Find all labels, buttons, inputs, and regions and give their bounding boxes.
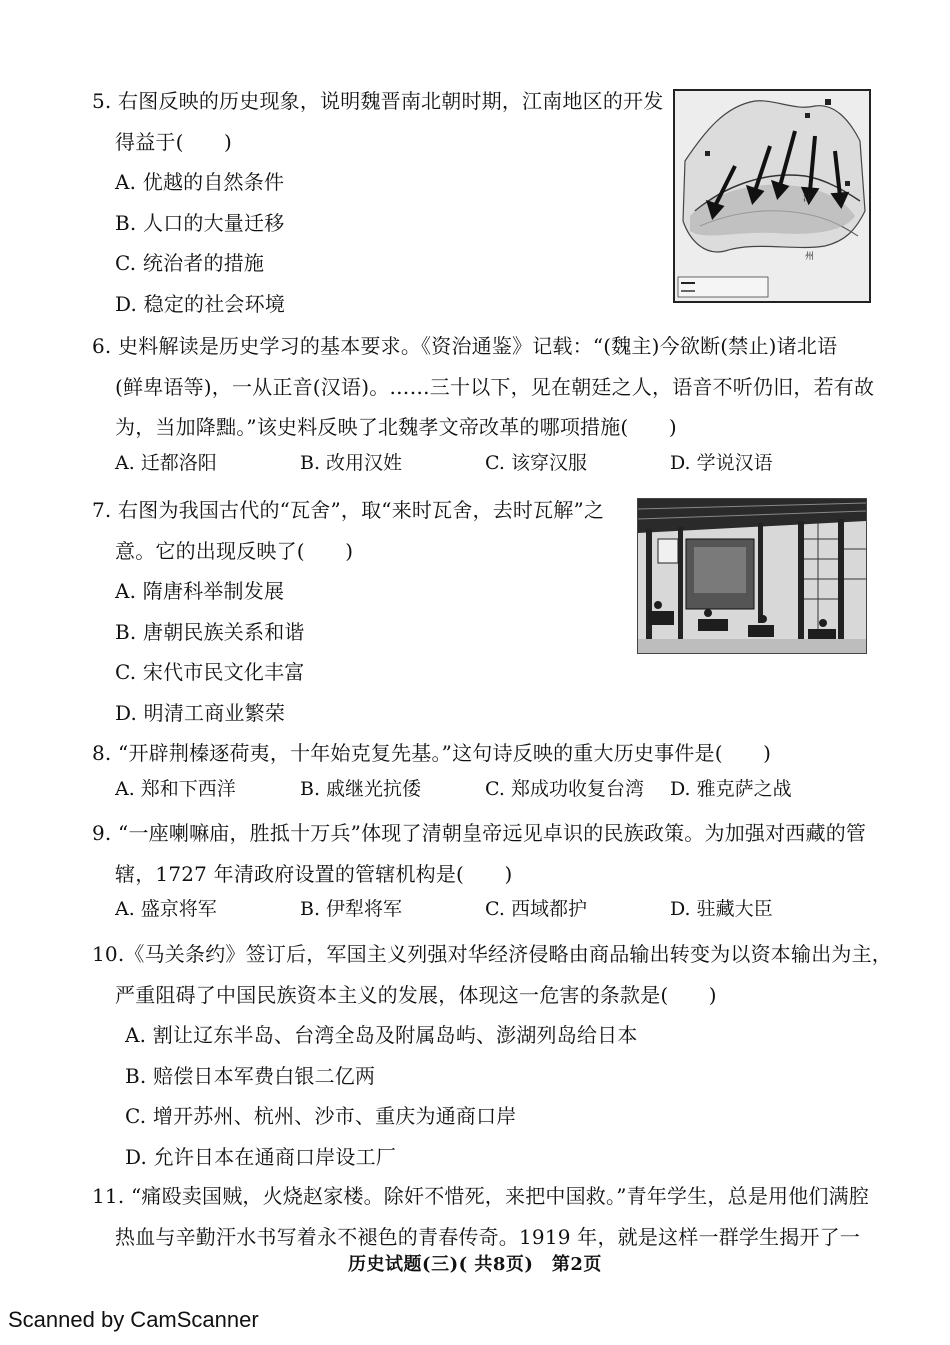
question-7-option-b[interactable]: B. 唐朝民族关系和谐 [115,619,305,644]
question-5-stem-line-2: 得益于( ) [115,129,233,154]
question-5-option-a[interactable]: A. 优越的自然条件 [115,170,285,194]
question-9-option-d[interactable]: D. 驻藏大臣 [670,898,773,920]
question-9-options [92,894,872,935]
question-8 [92,733,872,814]
question-6-stem-line-3: 为，当加降黜。”该史料反映了北魏孝文帝改革的哪项措施( ) [115,415,677,439]
question-9-stem-line-2: 辖，1727 年清政府设置的管辖机构是( ) [115,861,513,886]
migration-map-image [675,91,869,301]
question-6-option-c[interactable]: C. 该穿汉服 [485,451,587,474]
question-8-option-c[interactable]: C. 郑成功收复台湾 [485,777,644,800]
question-6-stem-line-1: 6. 史料解读是历史学习的基本要求。《资治通鉴》记载：“(魏主)今欲断(禁止)诸北语 [92,334,838,358]
question-9 [92,813,872,935]
scanner-watermark: Scanned by CamScanner [8,1307,259,1332]
question-8-option-d[interactable]: D. 雅克萨之战 [670,777,792,800]
question-8-stem-line-1: 8. “开辟荆榛逐荷夷，十年始克复先基。”这句诗反映的重大历史事件是( ) [92,741,772,765]
question-7-option-a[interactable]: A. 隋唐科举制发展 [115,579,285,603]
question-9-stem-line-1: 9. “一座喇嘛庙，胜抵十万兵”体现了清朝皇帝远见卓识的民族政策。为加强对西藏的管 [92,821,867,845]
washe-illustration-image [638,499,866,653]
question-7-stem-line-1: 7. 右图为我国古代的“瓦舍”，取“来时瓦舍，去时瓦解”之 [92,498,605,522]
question-11-stem-line-2: 热血与辛勤汗水书写着永不褪色的青春传奇。1919 年，就是这样一群学生揭开了一 [115,1224,861,1249]
question-10-option-d[interactable]: D. 允许日本在通商口岸设工厂 [125,1144,397,1169]
question-10-option-a[interactable]: A. 割让辽东半岛、台湾全岛及附属岛屿、澎湖列岛给日本 [125,1023,638,1047]
question-10-stem-line-2: 严重阻碍了中国民族资本主义的发展，体现这一危害的条款是( ) [115,982,717,1007]
question-7-stem-line-2: 意。它的出现反映了( ) [115,538,354,563]
question-10-option-b[interactable]: B. 赔偿日本军费白银二亿两 [125,1063,376,1088]
question-10 [92,934,893,1177]
question-6-stem-line-2: (鲜卑语等)，一从正音(汉语)。……三十以下，见在朝廷之人，语音不听仍旧，若有故 [115,374,875,399]
question-6 [92,326,875,488]
map-label-jiang: 江 [803,194,813,204]
question-6-option-a[interactable]: A. 迁都洛阳 [115,451,217,474]
question-5-stem-line-1: 5. 右图反映的历史现象，说明魏晋南北朝时期，江南地区的开发 [92,89,664,113]
question-11 [92,1176,872,1257]
map-label-zhou: 州 [805,252,815,262]
question-5-option-b[interactable]: B. 人口的大量迁移 [115,210,285,235]
question-11-stem-line-1: 11. “痛殴卖国贼，火烧赵家楼。除奸不惜死，来把中国救。”青年学生，总是用他们满腔 [92,1184,870,1208]
question-10-stem-line-1: 10.《马关条约》签订后，军国主义列强对华经济侵略由商品输出转变为以资本输出为主， [92,942,893,966]
question-6-options [92,448,872,489]
question-9-option-a[interactable]: A. 盛京将军 [115,898,217,920]
question-8-option-a[interactable]: A. 郑和下西洋 [115,777,236,800]
question-9-option-c[interactable]: C. 西域都护 [485,898,587,920]
question-9-option-b[interactable]: B. 伊犁将军 [300,898,403,920]
washe-illustration-figure [637,498,867,654]
question-7-option-d[interactable]: D. 明清工商业繁荣 [115,700,286,725]
question-5-option-c[interactable]: C. 统治者的措施 [115,251,265,275]
question-10-option-c[interactable]: C. 增开苏州、杭州、沙市、重庆为通商口岸 [125,1104,517,1128]
question-7-option-c[interactable]: C. 宋代市民文化丰富 [115,660,305,684]
question-5-option-d[interactable]: D. 稳定的社会环境 [115,291,286,316]
question-6-option-d[interactable]: D. 学说汉语 [670,451,773,474]
question-8-options [92,774,872,815]
question-8-option-b[interactable]: B. 戚继光抗倭 [300,777,422,800]
migration-map-figure [673,89,871,303]
page-footer: 历史试题(三)( 共8页) 第2页 [348,1254,602,1275]
question-6-option-b[interactable]: B. 改用汉姓 [300,451,403,474]
